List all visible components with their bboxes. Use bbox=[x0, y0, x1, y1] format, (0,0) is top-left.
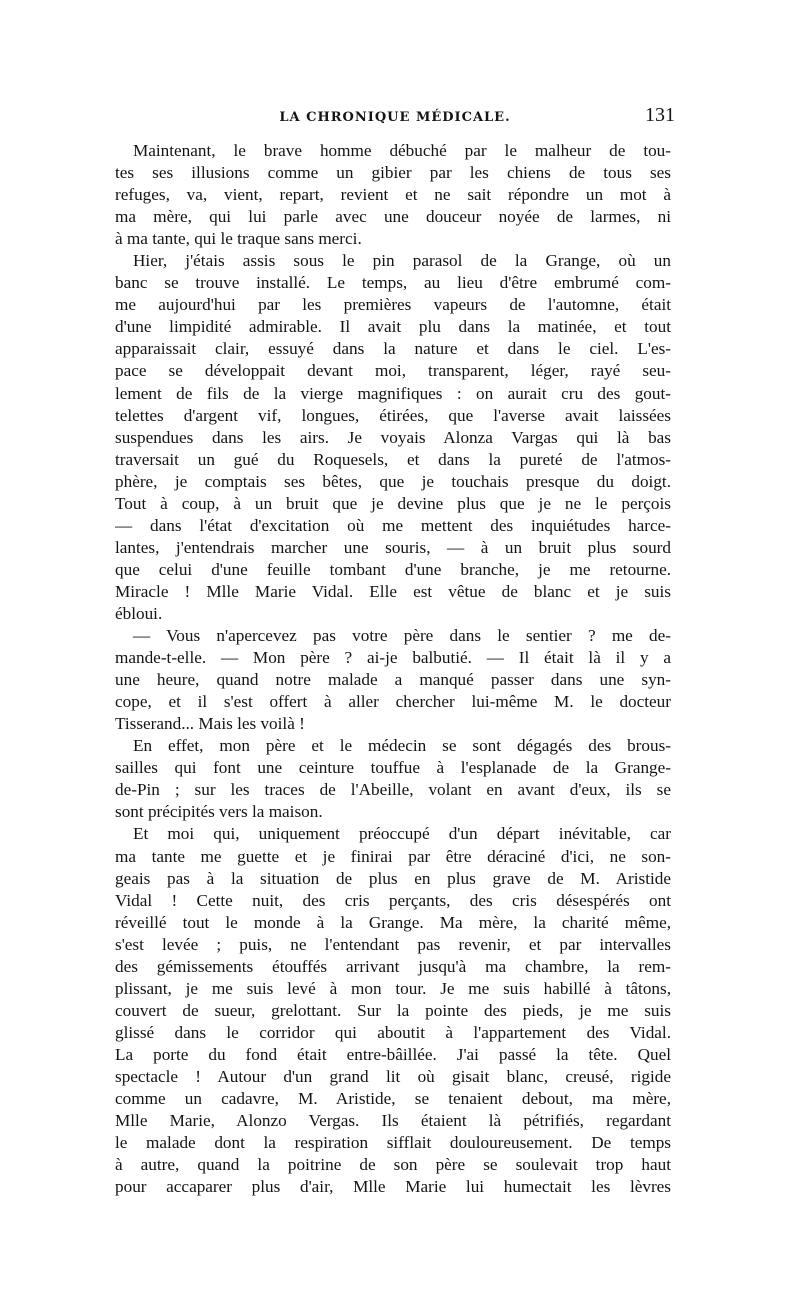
text-line: une heure, quand notre malade a manqué passer dans une syn- bbox=[115, 670, 671, 690]
text-line: Maintenant, le brave homme débuché par le malheur de tou- bbox=[133, 141, 671, 160]
text-line: ébloui. bbox=[115, 603, 163, 623]
text-line: — dans l'état d'excitation où me mettent des inquiétudes harce- bbox=[115, 515, 671, 535]
text-line: le malade dont la respiration sifflait douloureusement. De temps bbox=[115, 1133, 671, 1153]
text-line: à autre, quand la poitrine de son père se soulevait trop haut bbox=[115, 1155, 671, 1175]
running-head bbox=[115, 104, 675, 132]
text-line: ma mère, qui lui parle avec une douceur noyée de larmes, ni bbox=[115, 207, 671, 227]
text-line: La porte du fond était entre-bâillée. J'ai passé la tête. Quel bbox=[115, 1044, 671, 1064]
text-line: me aujourd'hui par les premières vapeurs de l'automne, était bbox=[115, 295, 671, 315]
text-line: telettes d'argent vif, longues, étirées, que l'averse avait laissées bbox=[115, 405, 671, 425]
text-line: réveillé tout le monde à la Grange. Ma mère, la charité même, bbox=[115, 912, 671, 932]
text-line: phère, je comptais ses bêtes, que je touchais presque du doigt. bbox=[115, 471, 671, 491]
text-line: comme un cadavre, M. Aristide, se tenaient debout, ma mère, bbox=[115, 1089, 671, 1109]
text-line: Tisserand... Mais les voilà ! bbox=[115, 714, 305, 734]
text-line: apparaissait clair, essuyé dans la nature et dans le ciel. L'es- bbox=[115, 339, 671, 359]
text-line: glissé dans le corridor qui aboutit à l'appartement des Vidal. bbox=[115, 1022, 671, 1042]
text-line: sailles qui font une ceinture touffue à l'esplanade de la Grange- bbox=[115, 758, 671, 778]
text-line: En effet, mon père et le médecin se sont dégagés des brous- bbox=[133, 736, 671, 756]
text-line: mande-t-elle. — Mon père ? ai-je balbutié. — Il était là il y a bbox=[115, 648, 671, 668]
text-line: refuges, va, vient, repart, revient et ne sait répondre un mot à bbox=[115, 185, 671, 205]
text-line: banc se trouve installé. Le temps, au lieu d'être embrumé com- bbox=[115, 273, 671, 293]
text-line: Et moi qui, uniquement préoccupé d'un départ inévitable, car bbox=[133, 824, 671, 844]
text-line: lantes, j'entendrais marcher une souris, — à un bruit plus sourd bbox=[115, 537, 671, 557]
text-line: spectacle ! Autour d'un grand lit où gisait blanc, creusé, rigide bbox=[115, 1066, 671, 1086]
text-line: plissant, je me suis levé à mon tour. Je me suis habillé à tâtons, bbox=[115, 978, 671, 998]
page-number: 131 bbox=[645, 104, 675, 126]
text-line: pour accaparer plus d'air, Mlle Marie lui humectait les lèvres bbox=[115, 1177, 671, 1197]
text-line: couvert de sueur, grelottant. Sur la pointe des pieds, je me suis bbox=[115, 1000, 671, 1020]
text-line: s'est levée ; puis, ne l'entendant pas revenir, et par intervalles bbox=[115, 934, 671, 954]
text-line: cope, et il s'est offert à aller chercher lui-même M. le docteur bbox=[115, 692, 671, 712]
text-line: suspendues dans les airs. Je voyais Alonza Vargas qui là bas bbox=[115, 427, 671, 447]
running-title: LA CHRONIQUE MÉDICALE. bbox=[279, 110, 511, 125]
text-line: des gémissements étouffés arrivant jusqu'à ma chambre, la rem- bbox=[115, 956, 671, 976]
text-line: Mlle Marie, Alonzo Vergas. Ils étaient là pétrifiés, regardant bbox=[115, 1111, 671, 1131]
text-line: ma tante me guette et je finirai par être déraciné d'ici, ne son- bbox=[115, 846, 671, 866]
body-text bbox=[115, 140, 671, 1198]
text-line: Vidal ! Cette nuit, des cris perçants, des cris désespérés ont bbox=[115, 890, 671, 910]
text-line: Miracle ! Mlle Marie Vidal. Elle est vêtue de blanc et je suis bbox=[115, 581, 671, 601]
text-line: geais pas à la situation de plus en plus grave de M. Aristide bbox=[115, 868, 671, 888]
text-line: à ma tante, qui le traque sans merci. bbox=[115, 229, 362, 249]
text-line: lement de fils de la vierge magnifiques : on aurait cru des gout- bbox=[115, 383, 671, 403]
text-line: traversait un gué du Roquesels, et dans la pureté de l'atmos- bbox=[115, 449, 671, 469]
text-line: de-Pin ; sur les traces de l'Abeille, volant en avant d'eux, ils se bbox=[115, 780, 671, 800]
text-line: Hier, j'étais assis sous le pin parasol de la Grange, où un bbox=[133, 251, 671, 271]
text-line: pace se développait devant moi, transparent, léger, rayé seu- bbox=[115, 361, 671, 381]
text-line: — Vous n'apercevez pas votre père dans le sentier ? me de- bbox=[133, 626, 671, 646]
text-line: sont précipités vers la maison. bbox=[115, 802, 323, 822]
text-line: que celui d'une feuille tombant d'une branche, je me retourne. bbox=[115, 559, 671, 579]
text-line: tes ses illusions comme un gibier par les chiens de tous ses bbox=[115, 163, 671, 183]
text-line: d'une limpidité admirable. Il avait plu dans la matinée, et tout bbox=[115, 317, 671, 337]
text-line: Tout à coup, à un bruit que je devine plus que je ne le perçois bbox=[115, 493, 671, 513]
